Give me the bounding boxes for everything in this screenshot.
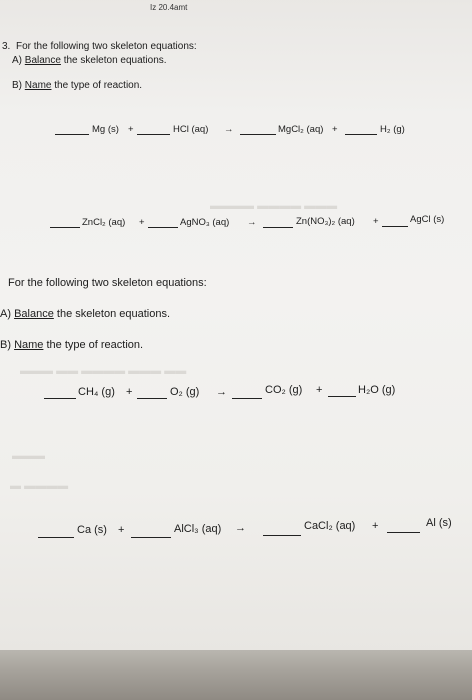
reaction-arrow: → bbox=[224, 124, 234, 135]
coefficient-blank[interactable] bbox=[240, 134, 276, 135]
part-b-underlined-word: Name bbox=[14, 339, 44, 351]
coefficient-blank[interactable] bbox=[148, 227, 178, 228]
coefficient-blank[interactable] bbox=[263, 227, 293, 228]
eq-term: ZnCl₂ (aq) bbox=[82, 217, 126, 228]
coefficient-blank[interactable] bbox=[382, 226, 408, 227]
plus-sign: + bbox=[139, 217, 145, 228]
part-a-rest: the skeleton equations. bbox=[56, 308, 171, 320]
eq-term: HCl (aq) bbox=[173, 124, 209, 135]
eq-term: Al (s) bbox=[426, 517, 452, 529]
part-a-letter: A) bbox=[12, 55, 22, 66]
page-shadow-edge bbox=[0, 650, 472, 700]
coefficient-blank[interactable] bbox=[137, 134, 170, 135]
eq-term: MgCl₂ (aq) bbox=[278, 124, 324, 135]
plus-sign: + bbox=[372, 520, 379, 532]
plus-sign: + bbox=[332, 124, 338, 135]
part-b-rest: the type of reaction. bbox=[54, 80, 143, 91]
eq-term: CaCl₂ (aq) bbox=[304, 520, 356, 532]
plus-sign: + bbox=[126, 386, 133, 398]
eq-term: CH₄ (g) bbox=[78, 386, 115, 398]
part-a-rest: the skeleton equations. bbox=[63, 55, 167, 66]
section1-part-b bbox=[12, 80, 142, 91]
coefficient-blank[interactable] bbox=[232, 398, 262, 399]
coefficient-blank[interactable] bbox=[131, 537, 171, 538]
coefficient-blank[interactable] bbox=[50, 227, 80, 228]
show-through-ink: ▬▬▬▬ ▬ bbox=[10, 480, 69, 492]
eq-term: H₂ (g) bbox=[380, 124, 405, 135]
eq-term: Mg (s) bbox=[92, 124, 119, 135]
section2-part-b bbox=[0, 339, 143, 351]
show-through-ink: ▬▬▬ ▬▬▬▬ ▬▬▬▬ bbox=[210, 200, 338, 212]
part-b-rest: the type of reaction. bbox=[46, 339, 144, 351]
plus-sign: + bbox=[118, 524, 125, 536]
eq-term: AgCl (s) bbox=[410, 214, 445, 225]
part-b-underlined-word: Name bbox=[24, 80, 52, 91]
coefficient-blank[interactable] bbox=[137, 398, 167, 399]
section2-part-a bbox=[0, 308, 170, 320]
eq-term: O₂ (g) bbox=[170, 386, 200, 398]
section1-title: For the following two skeleton equations: bbox=[16, 41, 197, 52]
coefficient-blank[interactable] bbox=[345, 134, 377, 135]
part-b-letter: B) bbox=[0, 339, 11, 351]
coefficient-blank[interactable] bbox=[38, 537, 74, 538]
section2-title: For the following two skeleton equations: bbox=[8, 277, 207, 289]
eq-term: Ca (s) bbox=[77, 524, 107, 536]
eq-term: H₂O (g) bbox=[358, 384, 396, 396]
eq-term: CO₂ (g) bbox=[265, 384, 303, 396]
coefficient-blank[interactable] bbox=[387, 532, 420, 533]
plus-sign: + bbox=[128, 124, 134, 135]
show-through-ink: ▬▬▬ bbox=[12, 450, 45, 462]
part-a-underlined-word: Balance bbox=[14, 308, 54, 320]
part-a-letter: A) bbox=[0, 308, 11, 320]
show-through-ink: ▬▬ ▬▬▬ ▬▬▬▬ ▬▬ ▬▬▬ bbox=[20, 365, 187, 377]
eq-term: AgNO₃ (aq) bbox=[180, 217, 230, 228]
reaction-arrow: → bbox=[247, 217, 257, 228]
part-a-underlined-word: Balance bbox=[24, 55, 61, 66]
handwritten-note: Iz 20.4amt bbox=[150, 3, 188, 12]
coefficient-blank[interactable] bbox=[55, 134, 89, 135]
coefficient-blank[interactable] bbox=[263, 535, 301, 536]
eq-term: AlCl₃ (aq) bbox=[174, 523, 222, 535]
section1-part-a bbox=[12, 55, 167, 66]
eq-term: Zn(NO₃)₂ (aq) bbox=[296, 216, 355, 227]
part-b-letter: B) bbox=[12, 80, 22, 91]
question-number: 3. bbox=[2, 41, 11, 52]
reaction-arrow: → bbox=[235, 522, 246, 534]
plus-sign: + bbox=[373, 216, 379, 227]
coefficient-blank[interactable] bbox=[44, 398, 76, 399]
plus-sign: + bbox=[316, 384, 323, 396]
coefficient-blank[interactable] bbox=[328, 396, 356, 397]
reaction-arrow: → bbox=[216, 386, 227, 398]
